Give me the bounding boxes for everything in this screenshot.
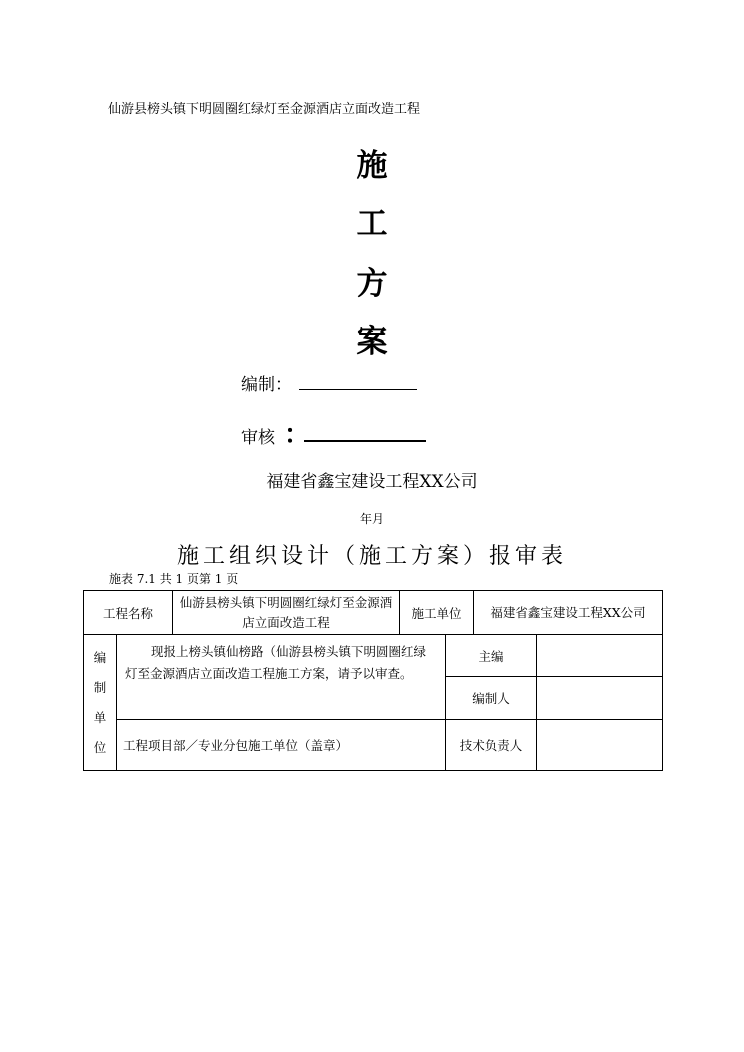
chief-editor-value[interactable] [537, 635, 663, 677]
compiled-by-label: 编制： [241, 375, 292, 395]
chief-editor-label: 主编 [446, 635, 537, 677]
compiling-unit-char-2: 制 [93, 679, 107, 695]
submission-text: 现报上榜头镇仙榜路（仙游县榜头镇下明圆圈红绿灯至金源酒店立面改造工程施工方案，请予以审查。 [117, 635, 446, 720]
compiling-unit-char-3: 单 [93, 709, 107, 725]
project-name-value: 仙游县榜头镇下明圆圈红绿灯至金源酒店立面改造工程 [173, 591, 400, 635]
reviewed-by-colon: ： [284, 420, 311, 450]
project-name-label: 工程名称 [84, 591, 173, 635]
reviewed-by-label: 审核 [241, 428, 275, 448]
compiling-unit-char-1: 编 [93, 649, 107, 665]
cover-title-char-2: 工 [356, 206, 388, 242]
compiler-value[interactable] [537, 677, 663, 720]
tech-lead-value[interactable] [537, 720, 663, 771]
cover-title-char-1: 施 [356, 148, 388, 184]
compiler-label: 编制人 [446, 677, 537, 720]
document-header: 仙游县榜头镇下明圆圈红绿灯至金源酒店立面改造工程 [108, 102, 421, 117]
company-name: 福建省鑫宝建设工程XX公司 [266, 472, 478, 492]
construction-unit-label: 施工单位 [400, 591, 474, 635]
cover-title-char-4: 案 [356, 324, 388, 360]
compiling-unit-label [84, 635, 117, 771]
cover-title-char-3: 方 [356, 266, 388, 302]
department-label: 工程项目部／专业分包施工单位（盖章） [117, 720, 446, 771]
date-line: 年月 [359, 512, 384, 526]
form-title: 施工组织设计（施工方案）报审表 [176, 544, 567, 569]
compiled-by-line [299, 389, 417, 390]
tech-lead-label: 技术负责人 [446, 720, 537, 771]
compiling-unit-char-4: 位 [93, 739, 107, 755]
reviewed-by-line [304, 440, 426, 442]
form-number: 施表 7.1 共 1 页第 1 页 [109, 572, 239, 586]
approval-form-table [83, 590, 663, 771]
construction-unit-value: 福建省鑫宝建设工程XX公司 [474, 591, 663, 635]
